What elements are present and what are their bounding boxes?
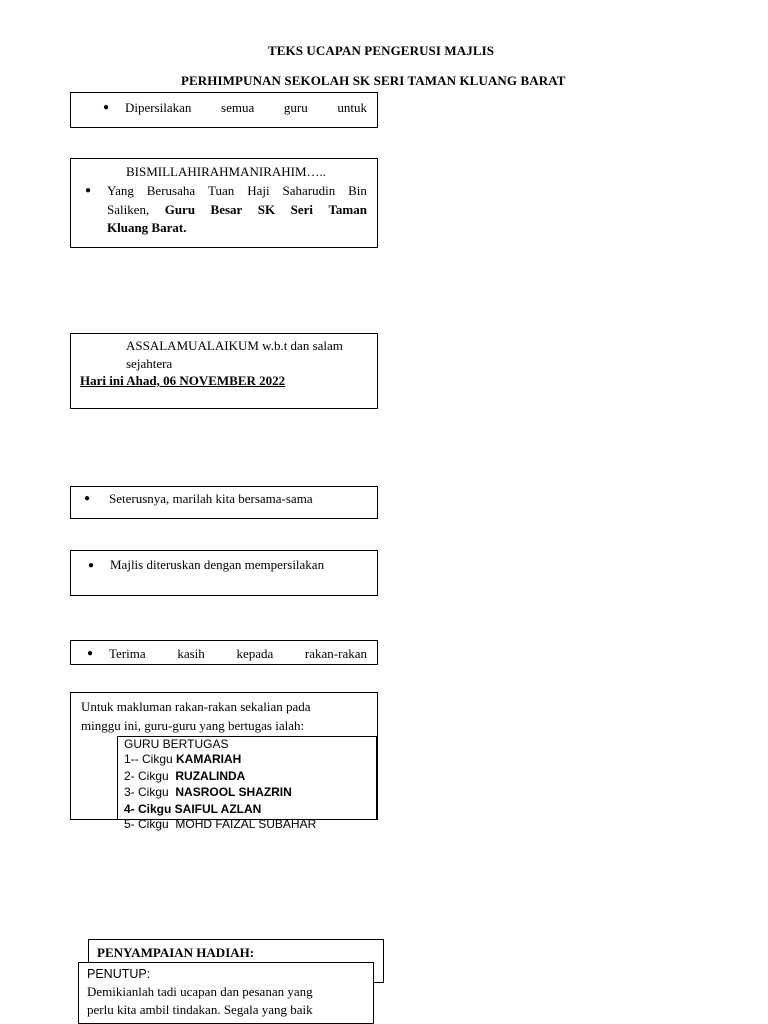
word: Terima	[109, 646, 146, 661]
duty-item	[124, 769, 245, 783]
salutation-line-1	[107, 183, 367, 199]
duty-teachers-box	[117, 736, 377, 831]
salutation-line-3: Kluang Barat.	[107, 220, 187, 235]
text-box-invite-teachers	[70, 92, 378, 128]
duty-name: MOHD FAIZAL SUBAHAR	[175, 817, 317, 831]
document-subtitle: PERHIMPUNAN SEKOLAH SK SERI TAMAN KLUANG BARAT	[181, 73, 566, 88]
text-box-salutation	[70, 158, 378, 248]
duty-name: SAIFUL AZLAN	[174, 802, 262, 816]
salutation-line-2	[107, 202, 367, 218]
word: Tuan	[208, 183, 235, 198]
word: Saharudin	[282, 183, 336, 198]
bullet-icon: ●	[84, 493, 91, 504]
text-box-closing	[78, 962, 374, 1024]
word: SK	[257, 202, 276, 217]
word: Saliken,	[107, 202, 150, 217]
word: Bin	[348, 183, 367, 198]
duty-name: NASROOL SHAZRIN	[175, 785, 292, 799]
duty-prefix: 5- Cikgu	[124, 817, 176, 831]
duty-name: RUZALINDA	[175, 769, 246, 783]
bullet-icon: ●	[87, 648, 94, 659]
text-box-continue	[70, 550, 378, 596]
duty-prefix: 3- Cikgu	[124, 785, 176, 799]
text-box-together	[70, 486, 378, 519]
word: Besar	[210, 202, 243, 217]
duty-prefix: 2- Cikgu	[124, 769, 176, 783]
closing-line-2: perlu kita ambil tindakan. Segala yang baik	[87, 1002, 313, 1017]
word: guru	[283, 100, 308, 115]
date-line: Hari ini Ahad, 06 NOVEMBER 2022	[80, 373, 286, 388]
closing-heading: PENUTUP:	[87, 967, 151, 981]
document-title: TEKS UCAPAN PENGERUSI MAJLIS	[268, 43, 495, 58]
continue-line: Majlis diteruskan dengan mempersilakan	[110, 557, 325, 572]
word: Seri	[290, 202, 313, 217]
duty-item	[124, 752, 241, 766]
text-box-thanks	[70, 640, 378, 665]
greeting-line-2: sejahtera	[126, 356, 173, 371]
word: Taman	[328, 202, 367, 217]
closing-line-1: Demikianlah tadi ucapan dan pesanan yang	[87, 984, 313, 999]
duty-name: KAMARIAH	[176, 752, 242, 766]
word: kasih	[177, 646, 205, 661]
text-box-greeting	[70, 333, 378, 409]
prize-giving-heading: PENYAMPAIAN HADIAH:	[97, 945, 255, 960]
duty-prefix: 4- Cikgu	[124, 802, 175, 816]
thanks-line	[109, 646, 367, 662]
word: untuk	[337, 100, 367, 115]
word: Haji	[247, 183, 270, 198]
word: kepada	[236, 646, 274, 661]
announcement-line-1: Untuk makluman rakan-rakan sekalian pada	[81, 699, 311, 714]
announcement-line-2: minggu ini, guru-guru yang bertugas ialah:	[81, 718, 305, 733]
word: Yang	[107, 183, 134, 198]
duty-prefix: 1-- Cikgu	[124, 752, 177, 766]
bullet-icon: ●	[103, 102, 110, 113]
bullet-icon: ●	[88, 560, 95, 571]
together-line: Seterusnya, marilah kita bersama-sama	[109, 491, 313, 506]
invite-teachers-line	[125, 100, 367, 116]
greeting-line: ASSALAMUALAIKUM w.b.t dan salam	[126, 338, 343, 353]
word: Dipersilakan	[125, 100, 192, 115]
word: Guru	[164, 202, 196, 217]
word: Berusaha	[146, 183, 196, 198]
duty-item	[124, 802, 261, 816]
duty-heading: GURU BERTUGAS	[124, 737, 229, 751]
bullet-icon: ●	[85, 185, 92, 196]
duty-item	[124, 785, 292, 799]
word: semua	[221, 100, 255, 115]
bismillah-heading: BISMILLAHIRAHMANIRAHIM…..	[126, 164, 327, 179]
duty-item	[124, 817, 316, 831]
word: rakan-rakan	[304, 646, 367, 661]
